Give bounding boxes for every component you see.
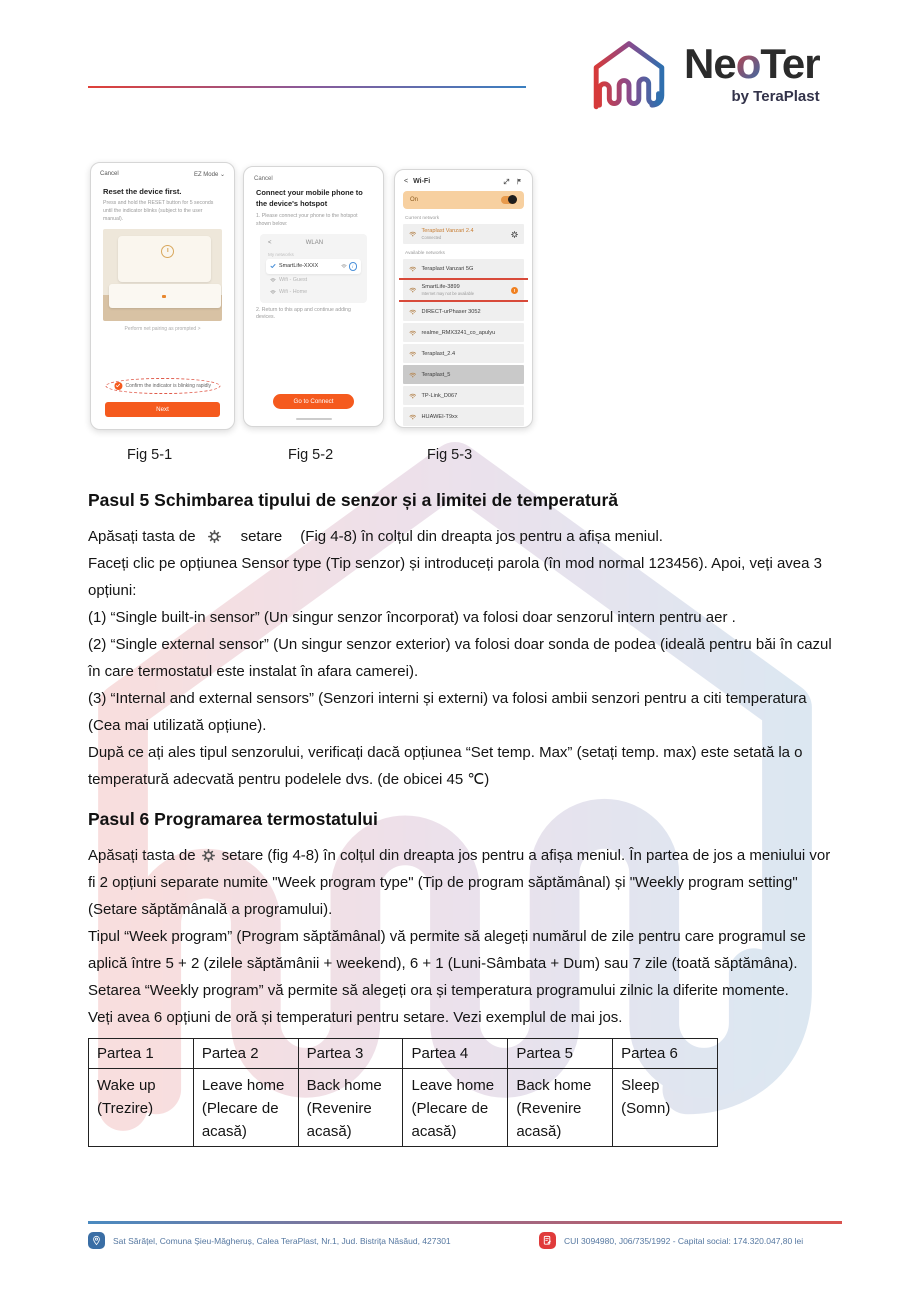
ez-mode-dropdown: EZ Mode ⌄ [193, 172, 225, 178]
header-divider [88, 86, 526, 88]
device-photo [103, 229, 222, 321]
section5-option-2: (2) “Single external sensor” (Un singur senzor exterior) va folosi doar sonda de podea (ideală pentru băi în cazul în care termostatul este instalat în afara camerei). [88, 636, 832, 680]
table-cell: Back home (Revenire acasă) [508, 1069, 613, 1147]
network-row: Teraplast_2.4 [403, 344, 524, 363]
footer-registration: CUI 3094980, J06/735/1992 - Capital social: 174.320.047,80 lei [539, 1232, 803, 1249]
step1-text: 1. Please connect your phone to the hotspot shown below: [256, 213, 358, 228]
wifi-icon [409, 230, 417, 238]
wifi-icon [341, 263, 347, 269]
network-row: TP-Link_D067 [403, 386, 524, 405]
power-button-icon [161, 245, 174, 258]
table-header: Partea 5 [508, 1039, 613, 1069]
route-icon [503, 178, 510, 185]
section5-option-3: (3) “Internal and external sensors” (Senzori interni și externi) va folosi ambii senzori pentru a citi temperatura (Cea mai utilizată opțiune). [88, 690, 807, 734]
table-cell: Sleep (Somn) [613, 1069, 718, 1147]
back-chevron-icon: < [268, 240, 272, 247]
network-row-home [266, 286, 361, 298]
cancel-link: Cancel [100, 171, 119, 177]
table-cell: Back home (Revenire acasă) [298, 1069, 403, 1147]
network-name: Wifi - Guest [279, 276, 308, 283]
flag-icon [516, 178, 523, 185]
section6-paragraph-4: Veți avea 6 opțiuni de oră și temperaturi pentru setare. Vezi exemplul de mai jos. [88, 1009, 623, 1026]
gear-icon [202, 849, 215, 862]
section6-heading: Pasul 6 Programarea termostatului [88, 809, 378, 829]
section5-paragraph-6: După ce ați ales tipul senzorului, verificați dacă opțiunea “Set temp. Max” (setați temp. max) este setată la o temperatură adecvată pentru podelele dvs. (de obicei 45 ℃) [88, 744, 803, 788]
screenshot-fig-5-2 [243, 166, 384, 427]
current-network-row [403, 224, 524, 244]
network-row-selected: Teraplast_5 [403, 365, 524, 384]
wifi-icon [270, 277, 276, 283]
network-name: Teraplast Vanzari 2.4 [421, 228, 474, 234]
wifi-icon [409, 392, 417, 400]
current-network-label: Current network [405, 216, 440, 221]
wifi-icon [409, 371, 417, 379]
cancel-link: Cancel [254, 176, 273, 182]
thermostat-base [109, 284, 221, 308]
confirm-annotation-ellipse [105, 378, 220, 395]
step2-text: 2. Return to this app and continue adding devices. [256, 306, 351, 321]
wifi-on-banner [403, 191, 524, 209]
program-parts-table [88, 1038, 718, 1147]
table-header-row [89, 1039, 718, 1069]
table-cell: Leave home (Plecare de acasă) [193, 1069, 298, 1147]
network-row-smartlife [266, 259, 361, 274]
check-icon [270, 263, 276, 269]
figure-caption-5-1: Fig 5-1 [127, 447, 173, 463]
reset-instructions: Press and hold the RESET button for 5 seconds until the indicator blinks (subject to the user manual). [103, 200, 214, 223]
wlan-panel [260, 234, 367, 303]
wifi-icon [409, 265, 417, 273]
screenshot-fig-5-3 [394, 169, 533, 428]
thermostat-body [118, 236, 211, 282]
wifi-toggle [501, 196, 517, 205]
network-row: realme_RMX3241_co_apulyu [403, 323, 524, 342]
footer-divider [88, 1221, 842, 1224]
info-icon: i [349, 262, 358, 271]
next-button: Next [105, 402, 220, 417]
document-pencil-icon [539, 1232, 556, 1249]
figure-caption-5-2: Fig 5-2 [288, 447, 334, 463]
figure-caption-5-3: Fig 5-3 [427, 447, 473, 463]
wifi-icon [409, 350, 417, 358]
gear-icon [208, 530, 221, 543]
section6-paragraph-3: Setarea “Weekly program” vă permite să alegeți ora și temperatura programului zilnic la diferite momente. [88, 982, 789, 999]
wifi-icon [409, 413, 417, 421]
gear-icon [511, 231, 518, 238]
network-name: SmartLife-XXXX [279, 263, 319, 270]
hotspot-title: Connect your mobile phone to the device's hotspot [256, 188, 363, 208]
network-name: Wifi - Home [279, 288, 308, 295]
back-chevron-icon: < [404, 178, 409, 185]
wlan-title: WLAN [305, 240, 324, 247]
checkbox-checked-icon [114, 382, 123, 391]
wifi-icon [409, 329, 417, 337]
wifi-icon [270, 289, 276, 295]
confirm-label: Confirm the indicator is blinking rapidly [125, 382, 212, 389]
wlan-section-label: My networks [268, 252, 294, 258]
screenshot-fig-5-1 [90, 162, 235, 430]
network-row: DIRECT-urPhaser 3052 [403, 302, 524, 321]
table-header: Partea 4 [403, 1039, 508, 1069]
network-status: Connected [421, 235, 442, 240]
available-networks-label: Available networks [405, 251, 445, 256]
network-row-guest [266, 274, 361, 286]
table-row [89, 1069, 718, 1147]
brand-tagline: by TeraPlast [731, 88, 820, 105]
house-heating-icon [588, 36, 670, 112]
warning-icon: ! [511, 287, 518, 294]
wifi-icon [409, 308, 417, 316]
neoter-logo [588, 36, 820, 112]
document-body [88, 490, 834, 1147]
section5-paragraph-2: Faceți clic pe opțiunea Sensor type (Tip senzor) și introduceți parola (în mod normal 123456). Apoi, veți avea 3 opțiuni: [88, 555, 822, 599]
brand-name: NeoTer [684, 40, 820, 87]
footer-address: Sat Sărățel, Comuna Șieu-Măgheruș, Calea TeraPlast, Nr.1, Jud. Bistrița Năsăud, 427301 [88, 1232, 451, 1249]
table-header: Partea 3 [298, 1039, 403, 1069]
location-pin-icon [88, 1232, 105, 1249]
wifi-on-label: On [410, 197, 419, 203]
home-indicator [296, 418, 332, 420]
section5-paragraph-1: Apăsați tasta de setare (Fig 4-8) în colțul din dreapta jos pentru a afișa meniul. [88, 528, 663, 545]
wifi-icon [409, 286, 417, 294]
pairing-caption: Perform net pairing as prompted > [124, 326, 201, 333]
go-to-connect-button: Go to Connect [273, 394, 354, 409]
table-header: Partea 1 [89, 1039, 194, 1069]
table-cell: Wake up (Trezire) [89, 1069, 194, 1147]
table-cell: Leave home (Plecare de acasă) [403, 1069, 508, 1147]
section6-paragraph-2: Tipul “Week program” (Program săptămânal) vă permite să alegeți numărul de zile pentru care programul se aplică între 5 + 2 (zilele săptămânii + weekend), 6 + 1 (Luni-Sâmbata + Dum) sau 7 zile (toată săptămâna). [88, 928, 806, 972]
table-header: Partea 2 [193, 1039, 298, 1069]
section6-paragraph-1: Apăsați tasta de setare (fig 4-8) în colțul din dreapta jos pentru a afișa meniul. În partea de jos a meniului vor fi 2 opțiuni separate numite "Week program type" (Tip de program săptămânal) și "Weekly program setting" (Setare săptămânală a programului). [88, 847, 831, 918]
section5-option-1: (1) “Single built-in sensor” (Un singur senzor încorporat) va folosi doar senzorul intern pentru aer . [88, 609, 736, 626]
network-row: HUAWEI-T9xx [403, 407, 524, 426]
section5-heading: Pasul 5 Schimbarea tipului de senzor și a limitei de temperatură [88, 490, 619, 510]
network-row-smartlife-highlighted: SmartLife-3899 Internet may not be available ! [403, 280, 524, 300]
network-row: Teraplast Vanzari 5G [403, 259, 524, 278]
table-header: Partea 6 [613, 1039, 718, 1069]
reset-title: Reset the device first. [103, 187, 182, 196]
wifi-title: Wi-Fi [413, 178, 431, 185]
indicator-led [162, 295, 166, 297]
